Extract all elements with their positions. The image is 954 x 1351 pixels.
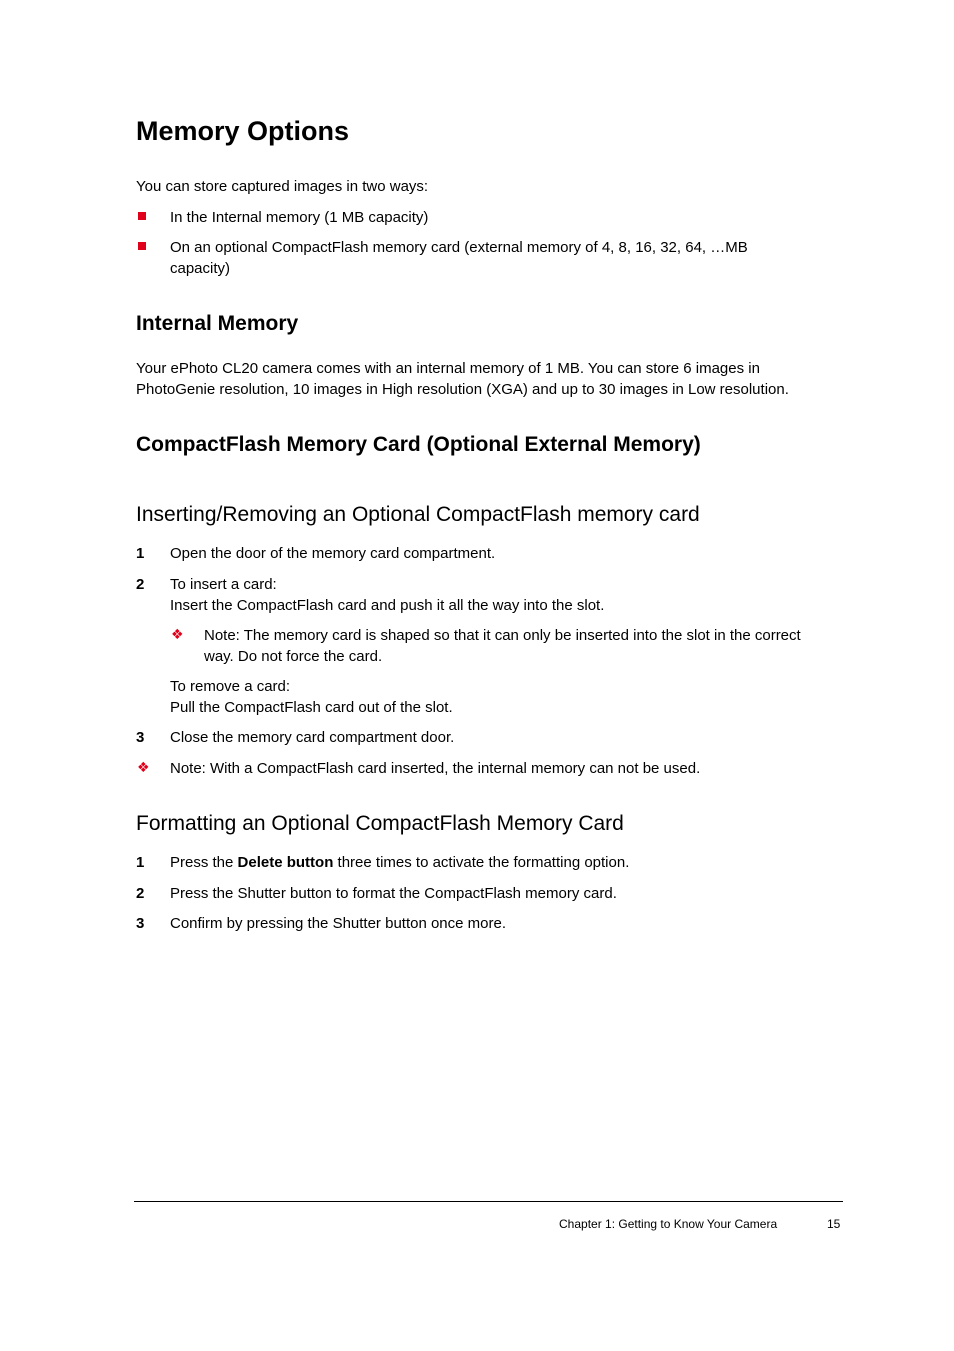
note-text: Note: The memory card is shaped so that it can only be inserted into the slot in the correct <box>204 627 801 644</box>
step-number: 3 <box>136 729 145 746</box>
note-diamond-icon: ❖ <box>137 760 150 776</box>
step-number: 2 <box>136 576 145 593</box>
step-number: 3 <box>136 915 145 932</box>
step-number: 2 <box>136 885 145 902</box>
step-text: Pull the CompactFlash card out of the slot. <box>170 699 453 716</box>
subsection-heading-formatting: Formatting an Optional CompactFlash Memory Card <box>136 812 624 835</box>
list-item: On an optional CompactFlash memory card (external memory of 4, 8, 16, 32, 64, …MB <box>170 239 748 256</box>
step-number: 1 <box>136 854 145 871</box>
footer-rule <box>134 1201 843 1202</box>
step-text: Press the Shutter button to format the CompactFlash memory card. <box>170 885 617 902</box>
step-text: To insert a card: <box>170 576 277 593</box>
intro-text: You can store captured images in two ways: <box>136 178 429 195</box>
page-title: Memory Options <box>136 116 350 146</box>
paragraph-line: Your ePhoto CL20 camera comes with an internal memory of 1 MB. You can store 6 images in <box>136 360 760 377</box>
note-text: way. Do not force the card. <box>204 648 383 665</box>
step-text: Close the memory card compartment door. <box>170 729 455 746</box>
square-bullet-icon <box>138 212 146 220</box>
section-heading-internal-memory: Internal Memory <box>136 312 299 335</box>
step-text: Insert the CompactFlash card and push it all the way into the slot. <box>170 597 605 614</box>
section-heading-compactflash: CompactFlash Memory Card (Optional External Memory) <box>136 433 701 456</box>
footer-chapter: Chapter 1: Getting to Know Your Camera <box>559 1217 778 1231</box>
note-diamond-icon: ❖ <box>171 627 184 643</box>
square-bullet-icon <box>138 242 146 250</box>
delete-button-label: Delete button <box>237 854 334 871</box>
list-item-continued: capacity) <box>170 260 231 277</box>
step-text-pre: Press the <box>170 854 238 871</box>
list-item: In the Internal memory (1 MB capacity) <box>170 209 429 226</box>
step-text <box>170 852 629 873</box>
step-text: Confirm by pressing the Shutter button once more. <box>170 915 507 932</box>
subsection-heading-inserting: Inserting/Removing an Optional CompactFlash memory card <box>136 503 700 526</box>
step-number: 1 <box>136 545 145 562</box>
paragraph-line: PhotoGenie resolution, 10 images in High resolution (XGA) and up to 30 images in Low resolution. <box>136 381 789 398</box>
step-text: To remove a card: <box>170 678 291 695</box>
step-text: Open the door of the memory card compartment. <box>170 545 496 562</box>
step-text-post: three times to activate the formatting option. <box>333 854 630 871</box>
note-text: Note: With a CompactFlash card inserted, the internal memory can not be used. <box>170 760 701 777</box>
page-number: 15 <box>827 1217 841 1231</box>
